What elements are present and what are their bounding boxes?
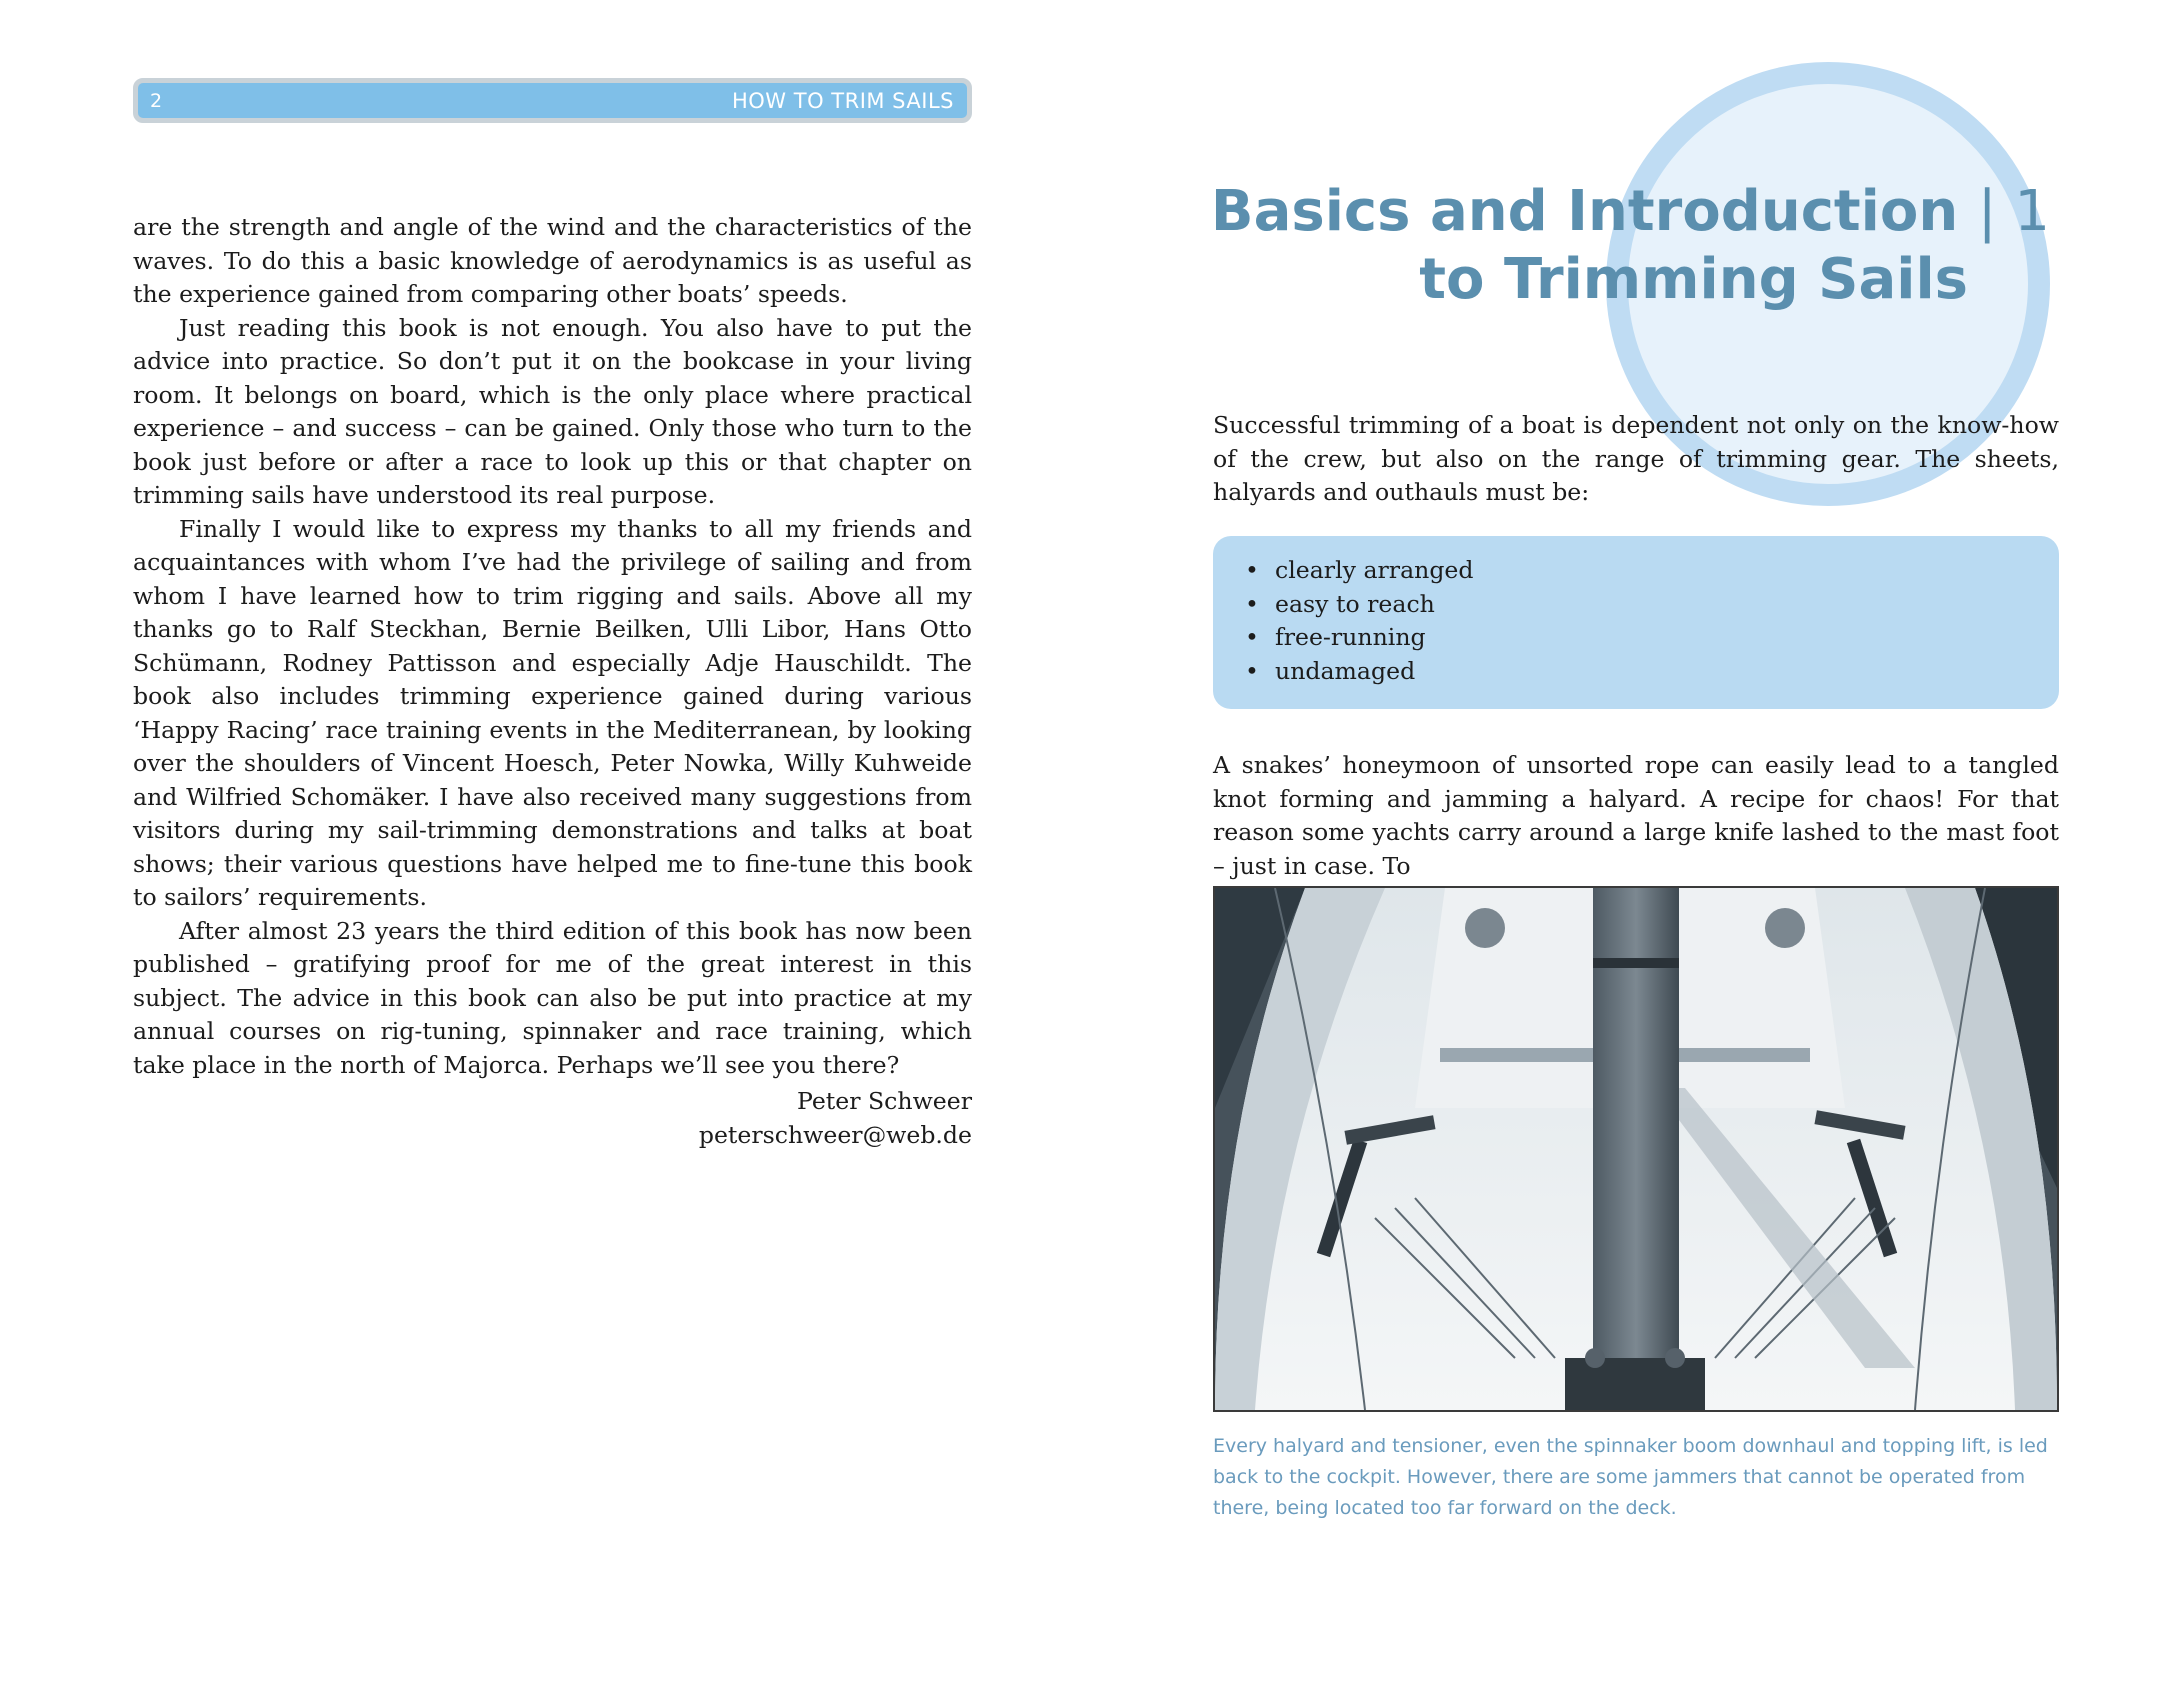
author-name: Peter Schweer: [797, 1087, 972, 1115]
list-item: • undamaged: [1245, 655, 2059, 689]
chapter-title-line-2: to Trimming Sails: [1419, 247, 1968, 312]
photo-caption: Every halyard and tensioner, even the spinnaker boom downhaul and topping lift, is led back to the cockpit. However, there are some jammers that cannot be operated from there, being located too far forward on the deck.: [1213, 1435, 2048, 1519]
list-item: • free-running: [1245, 621, 2059, 655]
requirements-box: [1213, 536, 2059, 709]
paragraph: After almost 23 years the third edition of this book has now been published – gratifying proof for me of the great interest in this subject. The advice in this book can also be put into practice at my annual courses on rig-tuning, spinnaker and race training, which take place in the north of Majorca. Perhaps we’ll see you there?: [133, 916, 972, 1079]
running-header: [133, 78, 972, 123]
deck-photo: [1213, 886, 2059, 1412]
bullet-list: [1245, 554, 2059, 688]
chapter-title-line-1: Basics and Introduction: [1210, 179, 1959, 244]
author-signature: [133, 1085, 972, 1152]
list-item: • clearly arranged: [1245, 554, 2059, 588]
paragraph: Just reading this book is not enough. You also have to put the advice into practice. So don’t put it on the bookcase in your living room. It belongs on board, which is the only place where practical experience – and success – can be gained. Only those who turn to the book just before or after a race to look up this or that chapter on trimming sails have understood its real purpose.: [133, 313, 972, 509]
second-text: [1213, 749, 2059, 883]
intro-text: [1213, 409, 2059, 510]
running-title: HOW TO TRIM SAILS: [731, 88, 954, 113]
left-body-text: [133, 211, 972, 1082]
chapter-number: | 1: [1977, 179, 2050, 244]
chapter-heading: [1211, 178, 2050, 314]
author-email: peterschweer@web.de: [698, 1120, 972, 1149]
list-item: • easy to reach: [1245, 588, 2059, 622]
paragraph: A snakes’ honeymoon of unsorted rope can easily lead to a tangled knot forming and jamming a halyard. A recipe for chaos! For that reason some yachts carry around a large knife lashed to the mast foot – just in case. To: [1213, 751, 2059, 880]
deck-photo-illustration: [1215, 888, 2057, 1410]
paragraph: Finally I would like to express my thanks to all my friends and acquaintances with whom I’ve had the privilege of sailing and from whom I have learned how to trim rigging and sails. Above all my thanks go to Ralf Steckhan, Bernie Beilken, Ulli Libor, Hans Otto Schümann, Rodney Pattisson and especially Adje Hauschildt. The book also includes trimming experience gained during various ‘Happy Racing’ race training events in the Mediterranean, by looking over the shoulders of Vincent Hoesch, Peter Nowka, Willy Kuhweide and Wilfried Schomäker. I have also received many suggestions from visitors during my sail-trimming demonstrations and talks at boat shows; their various questions have helped me to fine-tune this book to sailors’ requirements.: [133, 514, 972, 911]
paragraph: are the strength and angle of the wind and the characteristics of the waves. To do this a basic knowledge of aerodynamics is as useful as the experience gained from comparing other boats’ speeds.: [133, 213, 972, 308]
page-number: 2: [150, 89, 163, 112]
paragraph: Successful trimming of a boat is dependent not only on the know-how of the crew, but also on the range of trimming gear. The sheets, halyards and outhauls must be:: [1213, 411, 2059, 506]
